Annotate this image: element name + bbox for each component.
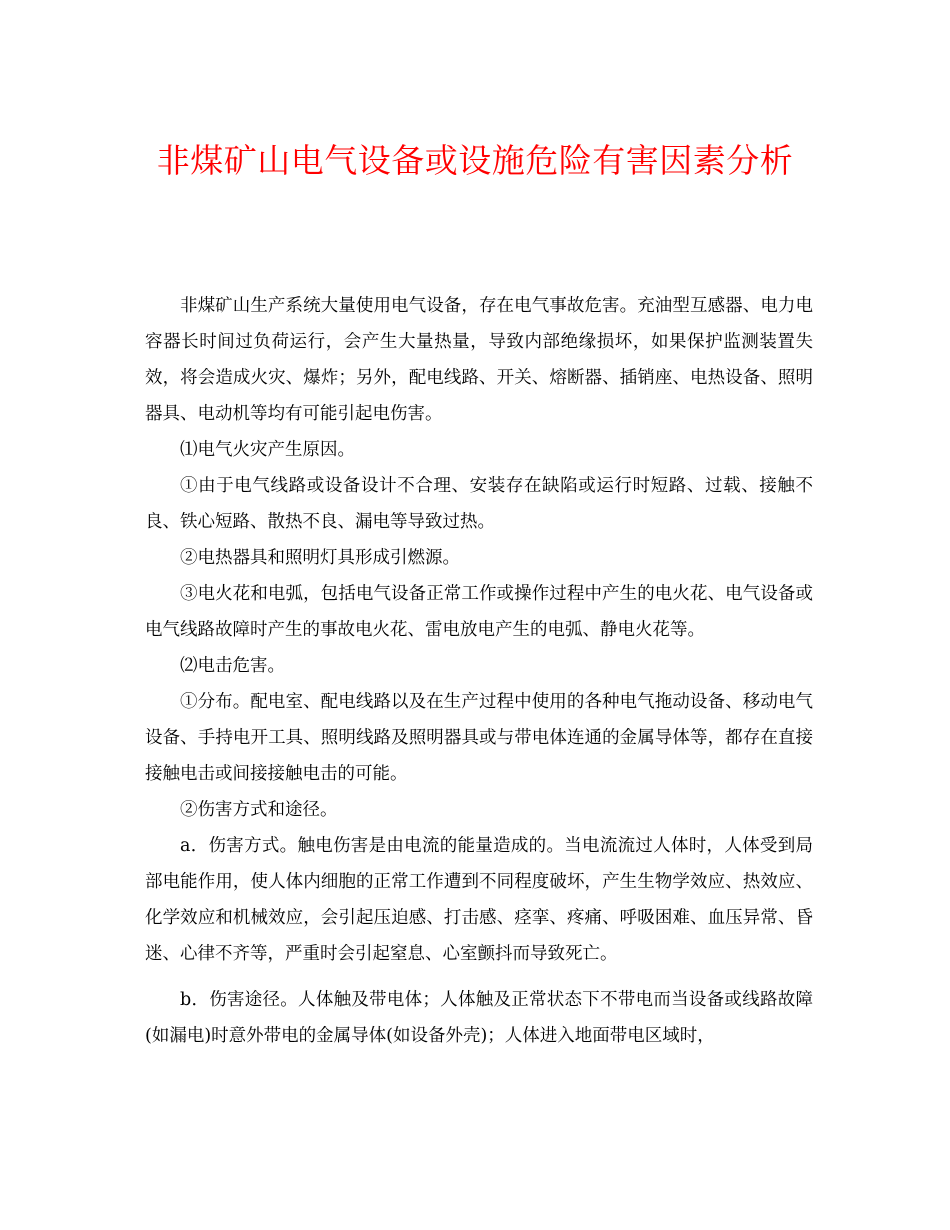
paragraph-fire-causes-heading: ⑴电气火灾产生原因。 [180, 440, 355, 460]
document-title: 非煤矿山电气设备或设施危险有害因素分析 [156, 141, 794, 180]
paragraph-fire-cause-3: ③电火花和电弧，包括电气设备正常工作或操作过程中产生的电火花、电气设备或电气线路故障时产生的事故电火花、雷电放电产生的电弧、静电火花等。 [145, 584, 813, 640]
paragraph-intro: 非煤矿山生产系统大量使用电气设备，存在电气事故危害。充油型互感器、电力电容器长时间过负荷运行，会产生大量热量，导致内部绝缘损坏，如果保护监测装置失效，将会造成火灾、爆炸；另外，配电线路、开关、熔断器、插销座、电热设备、照明器具、电动机等均有可能引起电伤害。 [145, 296, 813, 424]
paragraph-fire-cause-2: ②电热器具和照明灯具形成引燃源。 [180, 548, 460, 568]
paragraph-shock-injury-heading: ②伤害方式和途径。 [180, 800, 338, 820]
paragraph-shock-distribution: ①分布。配电室、配电线路以及在生产过程中使用的各种电气拖动设备、移动电气设备、手持电开工具、照明线路及照明器具或与带电体连通的金属导体等，都存在直接接触电击或间接接触电击的可能。 [145, 692, 813, 784]
paragraph-injury-path: b．伤害途径。人体触及带电体；人体触及正常状态下不带电而当设备或线路故障(如漏电)时意外带电的金属导体(如设备外壳)；人体进入地面带电区域时， [145, 990, 813, 1046]
paragraph-injury-mode: a．伤害方式。触电伤害是由电流的能量造成的。当电流流过人体时，人体受到局部电能作用，使人体内细胞的正常工作遭到不同程度破坏，产生生物学效应、热效应、化学效应和机械效应，会引起压迫感、打击感、痉挛、疼痛、呼吸困难、血压异常、昏迷、心律不齐等，严重时会引起窒息、心室颤抖而导致死亡。 [145, 836, 813, 964]
paragraph-shock-heading: ⑵电击危害。 [180, 656, 285, 676]
document-body [145, 288, 813, 1054]
paragraph-fire-cause-1: ①由于电气线路或设备设计不合理、安装存在缺陷或运行时短路、过载、接触不良、铁心短路、散热不良、漏电等导致过热。 [145, 476, 813, 532]
